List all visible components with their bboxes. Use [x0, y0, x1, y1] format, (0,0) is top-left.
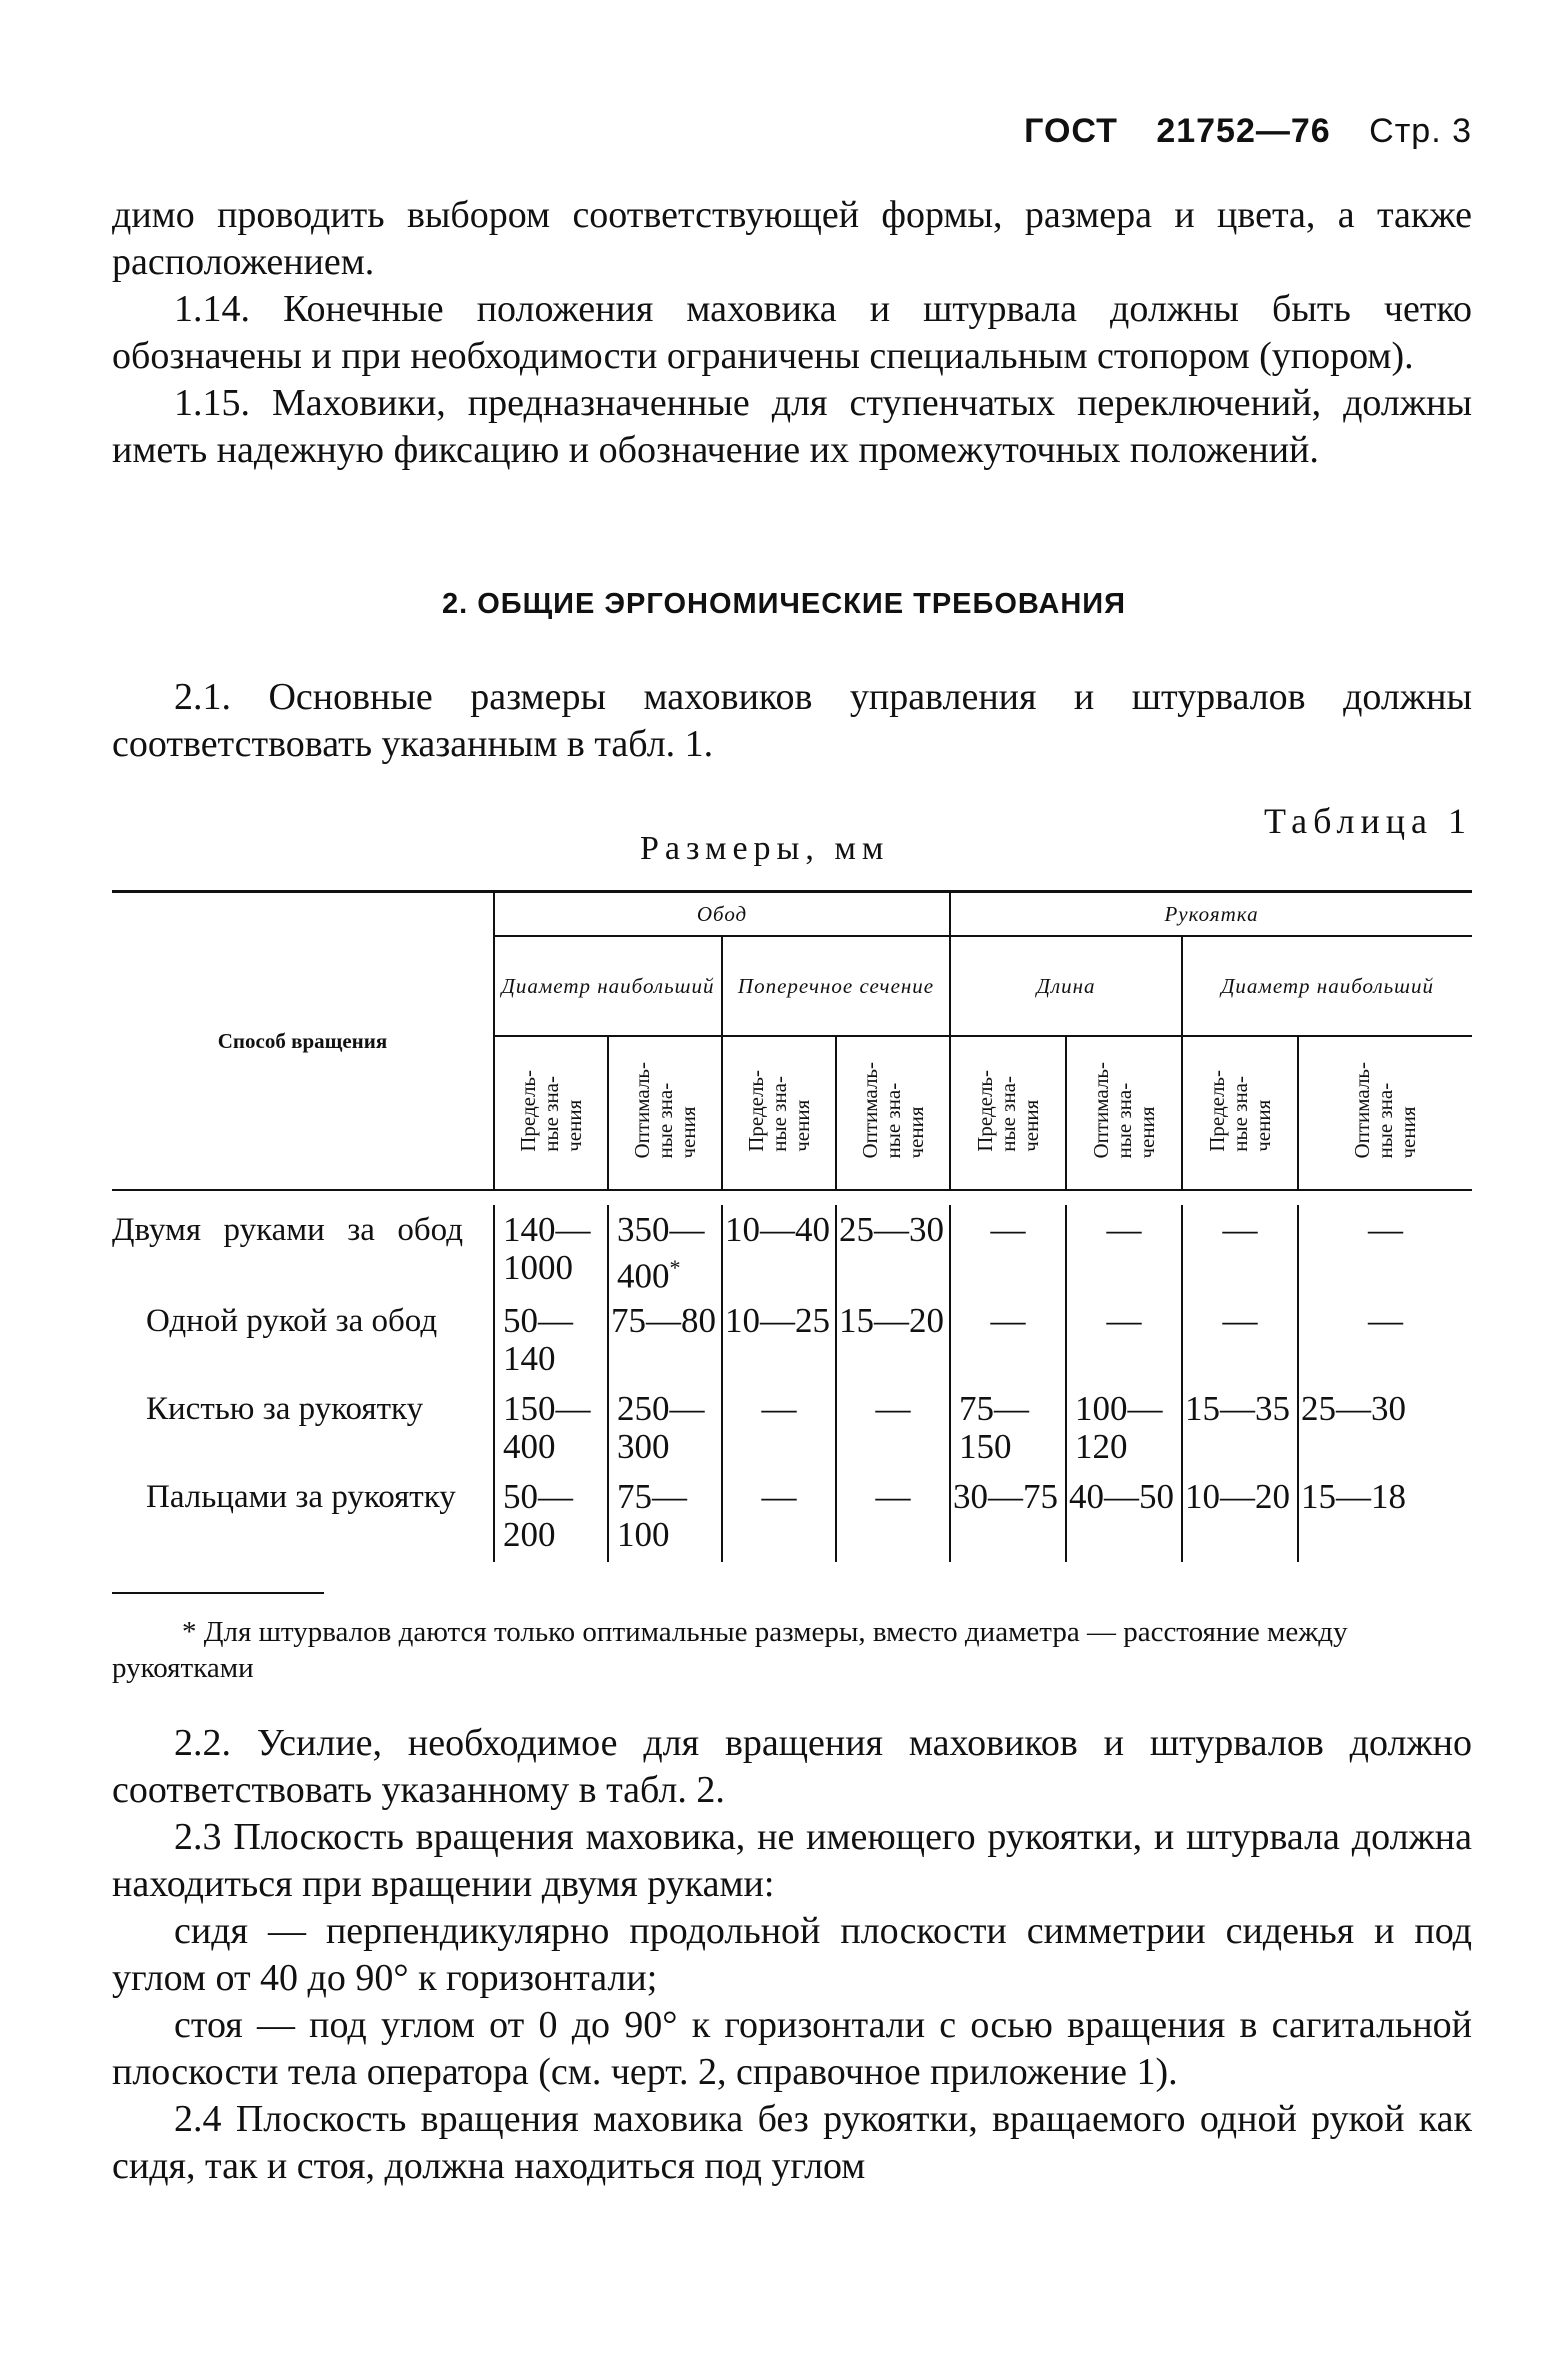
- section-title: 2. ОБЩИЕ ЭРГОНОМИЧЕСКИЕ ТРЕБОВАНИЯ: [441, 588, 1126, 620]
- row-method: Двумя руками за обод: [112, 1212, 463, 1248]
- table-units: Размеры, мм: [640, 830, 890, 867]
- header-optimal-values: Оптималь- ные зна- чения: [857, 1062, 928, 1159]
- header-method: Способ вращения: [112, 892, 494, 1191]
- header-cross-section: Поперечное сечение: [722, 936, 950, 1036]
- paragraph-1-15: 1.15. Маховики, предназначенные для ступенчатых переключений, должны иметь надежную фиксацию и обозначение их промежуточных положений.: [112, 382, 1472, 471]
- cell-with-mark: [608, 1205, 722, 1296]
- table-row: [112, 1472, 1472, 1562]
- dimensions-table: [112, 890, 1472, 1562]
- cell: 10—25: [722, 1296, 836, 1384]
- header-handle: Рукоятка: [950, 892, 1472, 937]
- cell: 250— 300: [608, 1384, 722, 1472]
- standard-number: 21752—76: [1156, 112, 1331, 150]
- header-optimal-values: Оптималь- ные зна- чения: [1088, 1062, 1159, 1159]
- header-limit-values: Предель- ные зна- чения: [743, 1069, 814, 1152]
- footnote-mark: *: [669, 1255, 681, 1280]
- table-footnote: [112, 1614, 1382, 1686]
- paragraph-2-2: 2.2. Усилие, необходимое для вращения маховиков и штурвалов должно соответствовать указанному в табл. 2.: [112, 1722, 1472, 1811]
- cell: 75— 150: [950, 1384, 1066, 1472]
- cell: 15—20: [836, 1296, 950, 1384]
- row-method: Одной рукой за обод: [146, 1302, 438, 1339]
- cell: 30—75: [950, 1472, 1066, 1562]
- cell: —: [950, 1205, 1066, 1296]
- footnote-divider: [112, 1592, 324, 1594]
- paragraph-2-3: 2.3 Плоскость вращения маховика, не имеющего рукоятки, и штурвала должна находиться при вращении двумя руками:: [112, 1816, 1472, 1905]
- cell: 150— 400: [494, 1384, 608, 1472]
- cell: —: [1298, 1296, 1472, 1384]
- row-method: Пальцами за рукоятку: [146, 1478, 456, 1515]
- cell: —: [1066, 1205, 1182, 1296]
- cell: 10—20: [1182, 1472, 1298, 1562]
- header-optimal-values: Оптималь- ные зна- чения: [629, 1062, 700, 1159]
- cell: —: [1182, 1205, 1298, 1296]
- table-row: [112, 1384, 1472, 1472]
- cell: 25—30: [836, 1205, 950, 1296]
- header-optimal-values: Оптималь- ные зна- чения: [1350, 1062, 1421, 1159]
- header-length: Длина: [950, 936, 1182, 1036]
- cell: —: [836, 1472, 950, 1562]
- header-rim: Обод: [494, 892, 950, 937]
- row-method: Кистью за рукоятку: [146, 1390, 424, 1427]
- cell: 10—40: [722, 1205, 836, 1296]
- standard-label: ГОСТ: [1024, 112, 1118, 150]
- cell: —: [950, 1296, 1066, 1384]
- cell: 100— 120: [1066, 1384, 1182, 1472]
- cell: —: [1182, 1296, 1298, 1384]
- cell: 50— 200: [494, 1472, 608, 1562]
- cell: —: [1298, 1205, 1472, 1296]
- paragraph-standing: стоя — под углом от 0 до 90° к горизонтали с осью вращения в сагитальной плоскости тела оператора (см. черт. 2, справочное приложение 1).: [112, 2004, 1472, 2093]
- paragraphs-bottom: [112, 1720, 1472, 2190]
- cell: 140— 1000: [494, 1205, 608, 1296]
- cell: —: [722, 1384, 836, 1472]
- cell: —: [722, 1472, 836, 1562]
- cell: 40—50: [1066, 1472, 1182, 1562]
- header-limit-values: Предель- ные зна- чения: [515, 1069, 586, 1152]
- paragraph-sitting: сидя — перпендикулярно продольной плоскости симметрии сиденья и под углом от 40 до 90° к горизонтали;: [112, 1910, 1472, 1999]
- paragraph-2-1: [112, 674, 1472, 768]
- cell: 15—18: [1298, 1472, 1472, 1562]
- table-caption: Таблица 1: [1264, 801, 1472, 841]
- header-rim-diameter: Диаметр наибольший: [494, 936, 722, 1036]
- table-row: [112, 1296, 1472, 1384]
- cell: —: [836, 1384, 950, 1472]
- cell: 50— 140: [494, 1296, 608, 1384]
- cell: 15—35: [1182, 1384, 1298, 1472]
- page-header: [1024, 112, 1472, 151]
- footnote-text: * Для штурвалов даются только оптимальные размеры, вместо диаметра — расстояние между рукоятками: [112, 1616, 1348, 1684]
- cell-value: 350— 400: [617, 1210, 705, 1296]
- cell: —: [1066, 1296, 1182, 1384]
- paragraph-2-4: 2.4 Плоскость вращения маховика без рукоятки, вращаемого одной рукой как сидя, так и стоя, должна находиться под углом: [112, 2098, 1472, 2187]
- header-limit-values: Предель- ные зна- чения: [972, 1069, 1043, 1152]
- paragraph-2-1-text: 2.1. Основные размеры маховиков управления и штурвалов должны соответствовать указанным в табл. 1.: [112, 676, 1472, 765]
- paragraph-1-14: 1.14. Конечные положения маховика и штурвала должны быть четко обозначены и при необходимости ограничены специальным стопором (упором).: [112, 288, 1472, 377]
- paragraphs-top: [112, 192, 1472, 474]
- header-limit-values: Предель- ные зна- чения: [1204, 1069, 1275, 1152]
- cell: 75—80: [608, 1296, 722, 1384]
- paragraph: димо проводить выбором соответствующей формы, размера и цвета, а также расположением.: [112, 194, 1472, 283]
- header-handle-diameter: Диаметр наибольший: [1182, 936, 1472, 1036]
- page-number: Стр. 3: [1369, 112, 1472, 150]
- table-row: [112, 1205, 1472, 1296]
- cell: 75— 100: [608, 1472, 722, 1562]
- cell: 25—30: [1298, 1384, 1472, 1472]
